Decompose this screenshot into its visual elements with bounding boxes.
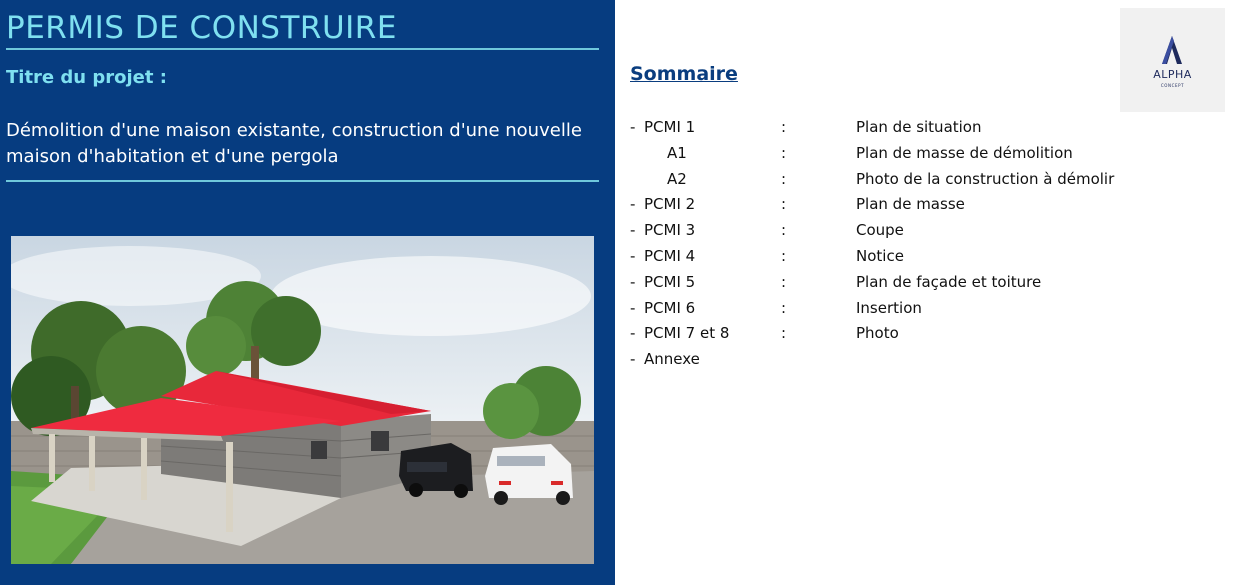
toc-title: Photo (856, 324, 899, 343)
project-label: Titre du projet : (6, 67, 167, 88)
toc-separator: : (781, 118, 787, 136)
project-description: Démolition d'une maison existante, construction d'une nouvelle maison d'habitation et d'une pergola (6, 120, 582, 167)
toc-bullet: - (630, 246, 636, 265)
toc-code: PCMI 4 (644, 246, 696, 265)
triangle-a-icon (1120, 8, 1225, 68)
toc-code: PCMI 6 (644, 298, 696, 317)
house-render-image (11, 236, 594, 564)
toc-row (630, 195, 1190, 221)
sommaire-heading: Sommaire (630, 63, 738, 85)
cover-panel (0, 0, 615, 585)
toc-title: Insertion (856, 298, 922, 317)
alpha-concept-logo (1120, 8, 1225, 112)
table-of-contents (630, 118, 1190, 376)
toc-row (630, 247, 1190, 273)
toc-bullet: - (630, 195, 636, 214)
document-title: PERMIS DE CONSTRUIRE (6, 10, 397, 46)
toc-code: PCMI 5 (644, 272, 696, 291)
divider-bottom (6, 180, 599, 182)
toc-title: Plan de façade et toiture (856, 272, 1042, 291)
toc-separator: : (781, 272, 787, 291)
toc-code: PCMI 7 et 8 (644, 324, 730, 343)
logo-name: ALPHA (1153, 68, 1192, 81)
divider-top (6, 48, 599, 50)
toc-separator: : (781, 195, 787, 214)
toc-bullet: - (630, 298, 636, 317)
toc-row (630, 118, 1190, 144)
toc-code: PCMI 2 (644, 195, 696, 214)
logo-subtitle: CONCEPT (1160, 83, 1185, 88)
toc-title: Plan de masse (856, 195, 965, 214)
toc-row (630, 221, 1190, 247)
toc-separator: : (781, 324, 787, 343)
toc-bullet: - (630, 324, 636, 343)
toc-bullet: - (630, 221, 636, 240)
toc-code: A1 (667, 143, 687, 162)
toc-row (630, 144, 1190, 170)
toc-bullet: - (630, 350, 636, 369)
toc-separator: : (781, 298, 787, 317)
toc-separator: : (781, 143, 787, 162)
toc-separator: : (781, 221, 787, 240)
toc-row (630, 299, 1190, 325)
toc-bullet: - (630, 118, 636, 136)
toc-code: A2 (667, 169, 687, 188)
toc-code: Annexe (644, 350, 700, 369)
toc-separator: : (781, 246, 787, 265)
toc-title: Plan de situation (856, 118, 982, 136)
toc-title: Plan de masse de démolition (856, 143, 1073, 162)
toc-title: Coupe (856, 221, 904, 240)
toc-bullet: - (630, 272, 636, 291)
toc-row (630, 170, 1190, 196)
toc-row (630, 273, 1190, 299)
toc-code: PCMI 3 (644, 221, 696, 240)
toc-separator: : (781, 169, 787, 188)
toc-code: PCMI 1 (644, 118, 696, 136)
toc-row (630, 350, 1190, 376)
toc-row (630, 324, 1190, 350)
toc-title: Photo de la construction à démolir (856, 169, 1115, 188)
toc-title: Notice (856, 246, 904, 265)
